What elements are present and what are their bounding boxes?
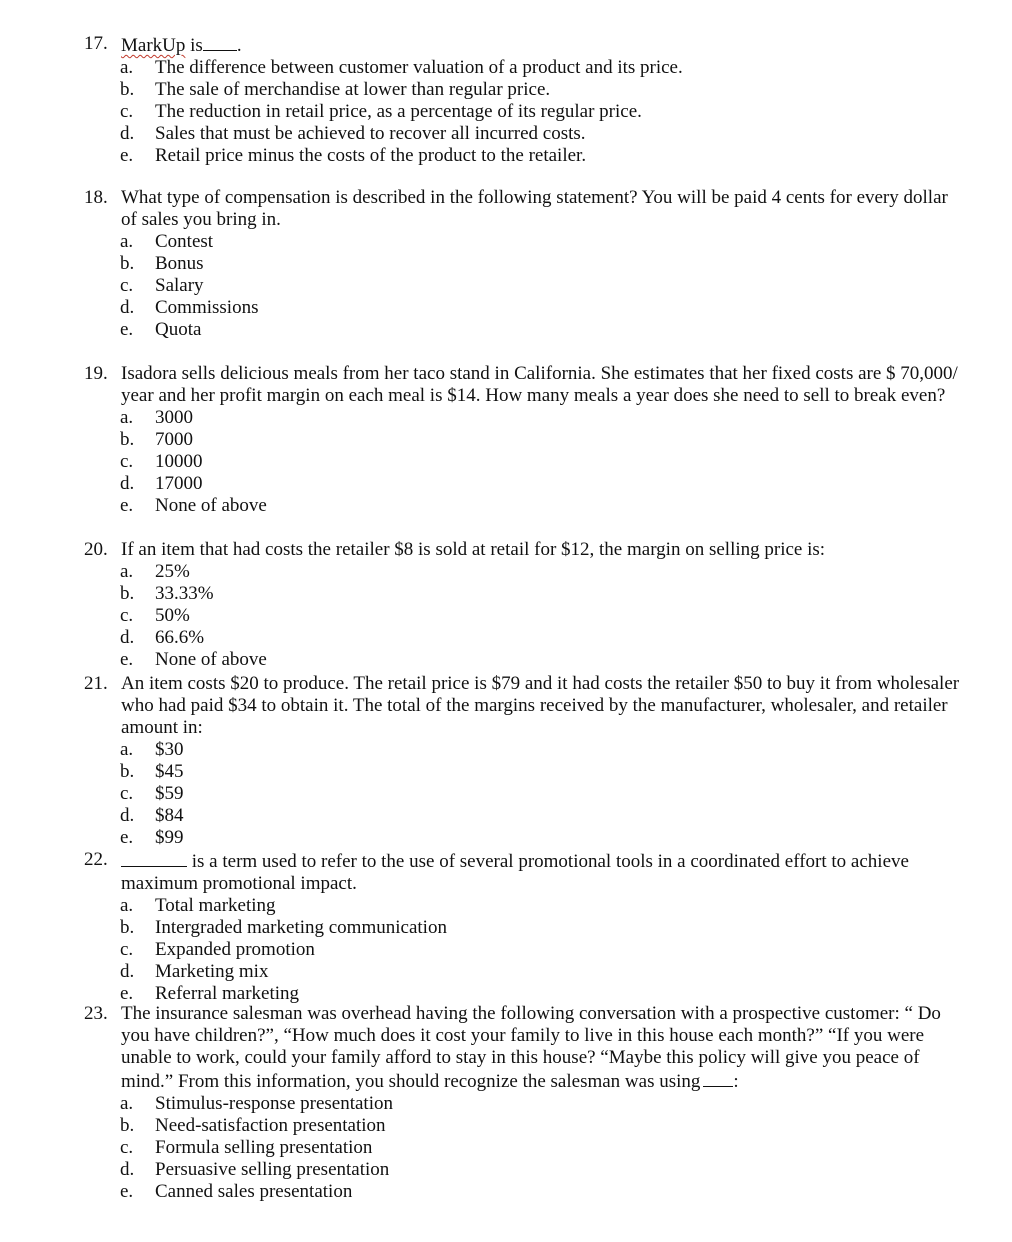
option-d: d. Persuasive selling presentation (120, 1159, 390, 1180)
options-list (84, 57, 964, 167)
option-c: c. The reduction in retail price, as a percentage of its regular price. (120, 101, 642, 122)
options-list (84, 407, 964, 517)
option-e: e. Canned sales presentation (120, 1181, 353, 1202)
option-b: b. $45 (120, 761, 184, 782)
question-number: 23. (84, 1003, 108, 1024)
option-d: d. 17000 (120, 473, 203, 494)
question-22 (84, 849, 964, 1005)
option-a: a. $30 (120, 739, 184, 760)
option-e: e. None of above (120, 649, 267, 670)
option-b: b. 7000 (120, 429, 193, 450)
option-e: e. Retail price minus the costs of the product to the retailer. (120, 145, 587, 166)
option-b: b. Need-satisfaction presentation (120, 1115, 386, 1136)
question-23 (84, 1003, 964, 1203)
question-number: 18. (84, 187, 108, 208)
option-d: d. $84 (120, 805, 184, 826)
question-19 (84, 363, 964, 517)
option-e: e. Referral marketing (120, 983, 300, 1004)
option-a: a. Total marketing (120, 895, 276, 916)
option-d: d. Commissions (120, 297, 259, 318)
question-18 (84, 187, 964, 341)
question-text: Isadora sells delicious meals from her taco stand in California. She estimates that her fixed costs are $ 70,000/ year and her profit margin on each meal is $14. How many meals a year does she need to sell to break even? (121, 363, 958, 406)
question-text: An item costs $20 to produce. The retail price is $79 and it had costs the retailer $50 to buy it from wholesaler who had paid $34 to obtain it. The total of the margins received by the manufacturer, wholesaler, and retailer amount in: (121, 673, 960, 738)
question-text: What type of compensation is described in the following statement? You will be paid 4 cents for every dollar of sales you bring in. (121, 187, 948, 230)
option-c: c. 50% (120, 605, 190, 626)
question-text: is a term used to refer to the use of several promotional tools in a coordinated effort to achieve maximum promotional impact. (121, 851, 909, 894)
question-number: 20. (84, 539, 108, 560)
question-text: MarkUp is . (121, 35, 242, 56)
option-d: d. Marketing mix (120, 961, 269, 982)
option-b: b. The sale of merchandise at lower than regular price. (120, 79, 551, 100)
question-number: 17. (84, 33, 108, 54)
question-21 (84, 673, 964, 849)
option-c: c. 10000 (120, 451, 203, 472)
question-number: 19. (84, 363, 108, 384)
option-a: a. Stimulus-response presentation (120, 1093, 393, 1114)
option-a: a. 3000 (120, 407, 193, 428)
option-e: e. None of above (120, 495, 267, 516)
option-c: c. $59 (120, 783, 184, 804)
option-d: d. 66.6% (120, 627, 205, 648)
question-20 (84, 539, 964, 671)
question-text: The insurance salesman was overhead having the following conversation with a prospective customer: “ Do you have children?”, “How much does it cost your family to live in this house each month?” “If you were unable to work, could your family afford to stay in this house? “Maybe this policy will give you peace of mind.” From this information, you should recognize the salesman was using : (121, 1003, 941, 1092)
option-c: c. Salary (120, 275, 204, 296)
option-c: c. Formula selling presentation (120, 1137, 373, 1158)
markup-term: MarkUp (121, 35, 186, 56)
question-17 (84, 33, 964, 167)
option-a: a. 25% (120, 561, 190, 582)
option-b: b. Bonus (120, 253, 204, 274)
options-list (84, 561, 964, 671)
option-a: a. Contest (120, 231, 214, 252)
option-c: c. Expanded promotion (120, 939, 315, 960)
answer-blank (703, 1069, 733, 1087)
options-list (84, 739, 964, 849)
option-e: e. Quota (120, 319, 202, 340)
option-b: b. 33.33% (120, 583, 214, 604)
option-d: d. Sales that must be achieved to recover all incurred costs. (120, 123, 586, 144)
options-list (84, 231, 964, 341)
question-text: If an item that had costs the retailer $8 is sold at retail for $12, the margin on selling price is: (121, 539, 826, 560)
options-list (84, 1093, 964, 1203)
option-a: a. The difference between customer valuation of a product and its price. (120, 57, 683, 78)
question-number: 21. (84, 673, 108, 694)
option-e: e. $99 (120, 827, 184, 848)
question-number: 22. (84, 849, 108, 870)
answer-blank (121, 849, 187, 867)
option-b: b. Intergraded marketing communication (120, 917, 447, 938)
options-list (84, 895, 964, 1005)
answer-blank (203, 33, 237, 51)
